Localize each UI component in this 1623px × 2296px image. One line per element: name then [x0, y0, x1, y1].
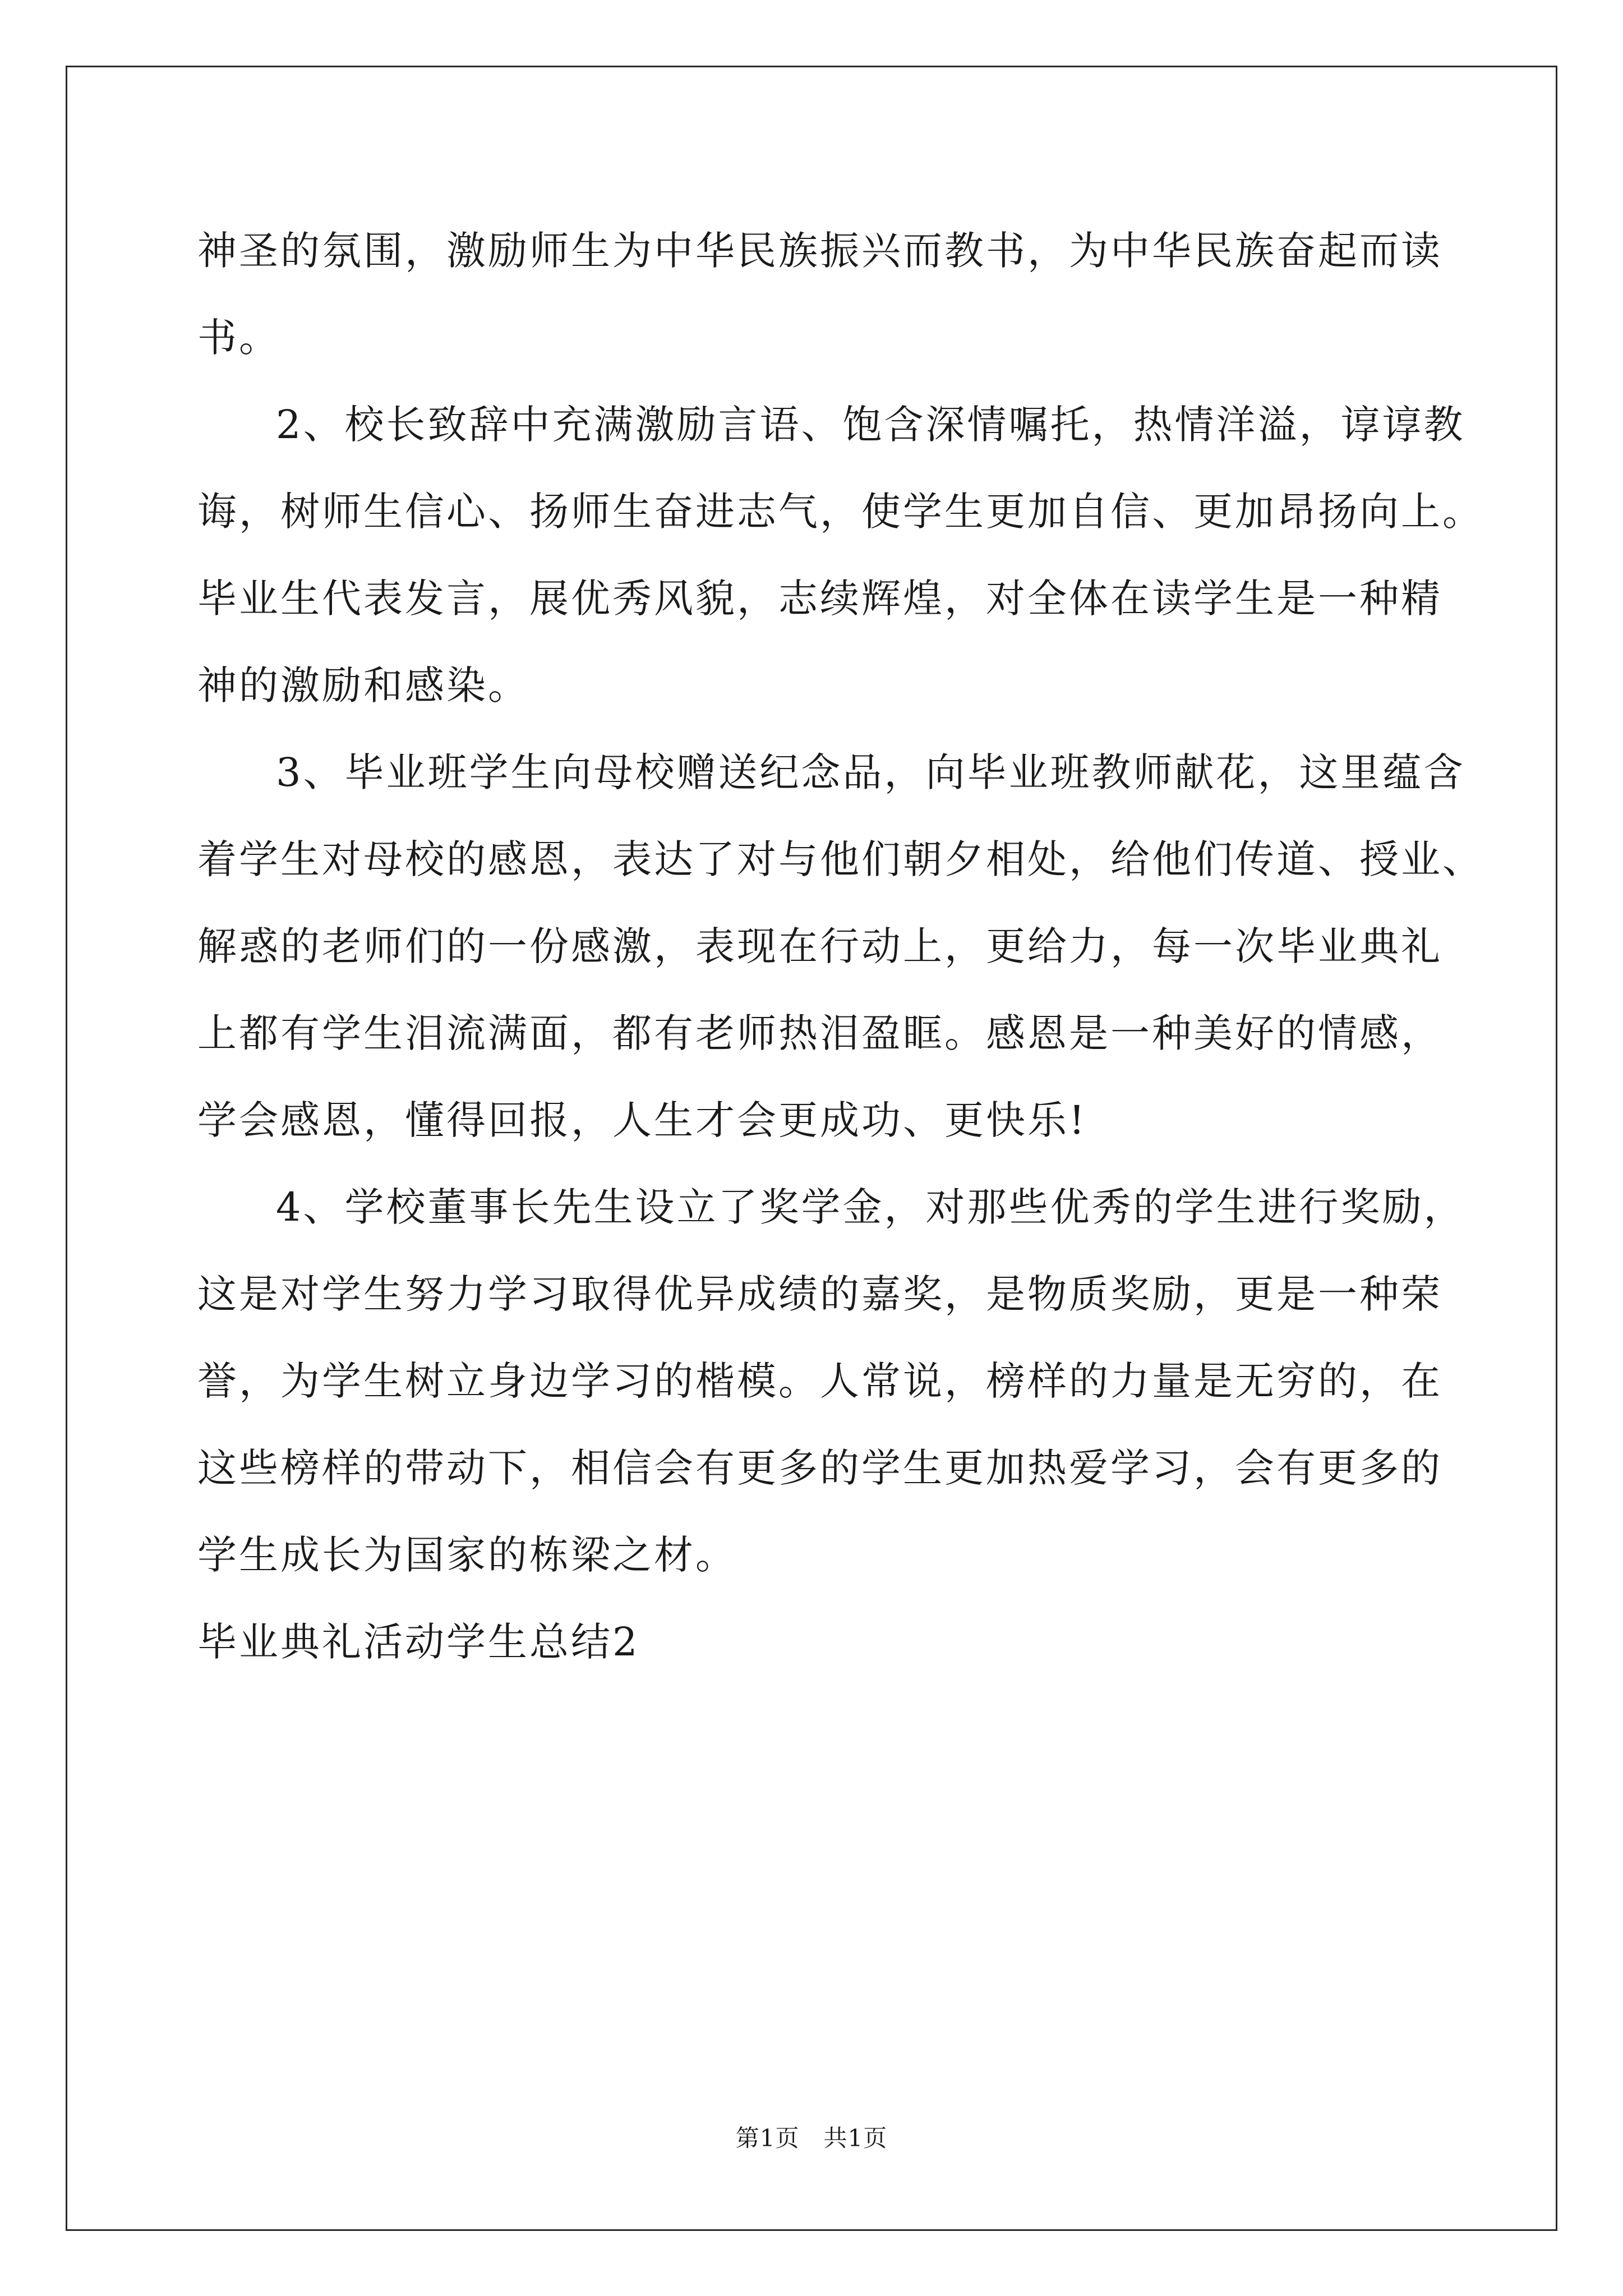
document-body: [197, 208, 1484, 1686]
paragraph-line: 这些榜样的带动下，相信会有更多的学生更加热爱学习，会有更多的: [197, 1445, 1442, 1491]
paragraph-line: 着学生对母校的感恩，表达了对与他们朝夕相处，给他们传道、授业、: [197, 836, 1484, 882]
paragraph-line: 神圣的氛围，激励师生为中华民族振兴而教书，为中华民族奋起而读: [197, 228, 1442, 274]
paragraph-line: 学生成长为国家的栋梁之材。: [197, 1532, 737, 1578]
section-heading: 毕业典礼活动学生总结2: [197, 1619, 640, 1665]
paragraph-line: 毕业生代表发言，展优秀风貌，志续辉煌，对全体在读学生是一种精: [197, 576, 1442, 622]
paragraph-line: 这是对学生努力学习取得优异成绩的嘉奖，是物质奖励，更是一种荣: [197, 1271, 1442, 1317]
paragraph-line: 4、学校董事长先生设立了奖学金，对那些优秀的学生进行奖励，: [276, 1184, 1465, 1230]
paragraph-line: 3、毕业班学生向母校赠送纪念品，向毕业班教师献花，这里蕴含: [276, 749, 1465, 795]
paragraph-line: 2、校长致辞中充满激励言语、饱含深情嘱托，热情洋溢，谆谆教: [276, 402, 1465, 448]
paragraph-line: 诲，树师生信心、扬师生奋进志气，使学生更加自信、更加昂扬向上。: [197, 489, 1484, 535]
page-footer: [0, 2124, 1623, 2152]
paragraph-line: 誉，为学生树立身边学习的楷模。人常说，榜样的力量是无穷的，在: [197, 1358, 1442, 1404]
paragraph-line: 书。: [197, 315, 280, 361]
paragraph-line: 上都有学生泪流满面，都有老师热泪盈眶。感恩是一种美好的情感，: [197, 1010, 1442, 1056]
paragraph-line: 神的激励和感染。: [197, 662, 529, 708]
page-total: 共1页: [823, 2124, 888, 2152]
paragraph-line: 解惑的老师们的一份感激，表现在行动上，更给力，每一次毕业典礼: [197, 923, 1442, 969]
paragraph-line: 学会感恩，懂得回报，人生才会更成功、更快乐!: [197, 1097, 1087, 1143]
page-number: 第1页: [735, 2124, 800, 2152]
